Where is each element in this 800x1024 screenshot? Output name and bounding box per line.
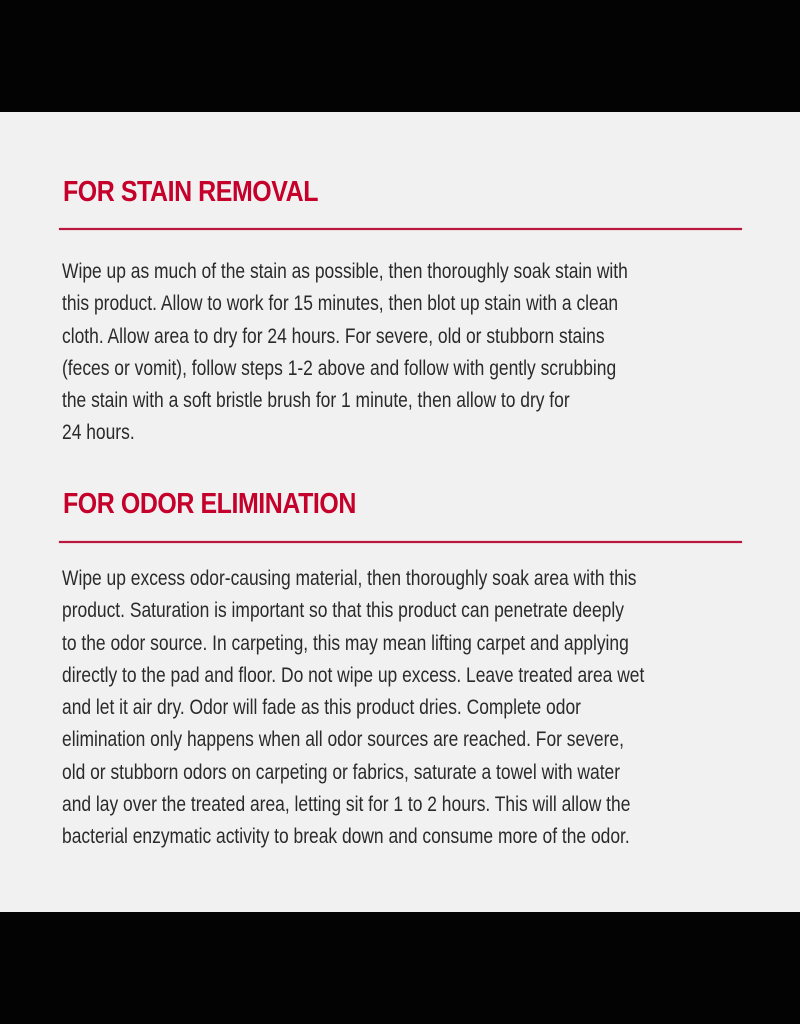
text-line: old or stubborn odors on carpeting or fabrics, saturate a towel with water <box>62 760 621 784</box>
text-line: the stain with a soft bristle brush for 1 minute, then allow to dry for <box>62 389 570 413</box>
text-line: and let it air dry. Odor will fade as this product dries. Complete odor <box>62 696 581 720</box>
text-line: and lay over the treated area, letting sit for 1 to 2 hours. This will allow the <box>62 793 631 817</box>
text-line: product. Saturation is important so that this product can penetrate deeply <box>62 599 624 623</box>
instructions-panel <box>0 112 800 912</box>
text-line: cloth. Allow area to dry for 24 hours. For severe, old or stubborn stains <box>62 324 605 348</box>
odor-elimination-instructions <box>62 563 644 854</box>
text-line: (feces or vomit), follow steps 1-2 above and follow with gently scrubbing <box>62 356 617 380</box>
text-line: Wipe up excess odor-causing material, then thoroughly soak area with this <box>62 567 637 590</box>
text-line: bacterial enzymatic activity to break down and consume more of the odor. <box>62 825 630 849</box>
text-line: to the odor source. In carpeting, this may mean lifting carpet and applying <box>62 631 629 655</box>
stain-removal-heading: FOR STAIN REMOVAL <box>63 176 319 208</box>
text-line: elimination only happens when all odor sources are reached. For severe, <box>62 728 624 752</box>
text-line: 24 hours. <box>62 421 135 445</box>
odor-elimination-heading: FOR ODOR ELIMINATION <box>63 488 356 520</box>
text-line: directly to the pad and floor. Do not wipe up excess. Leave treated area wet <box>62 663 645 687</box>
stain-removal-instructions <box>62 256 628 450</box>
text-line: this product. Allow to work for 15 minutes, then blot up stain with a clean <box>62 292 619 316</box>
letterbox-top <box>0 0 800 112</box>
text-line: Wipe up as much of the stain as possible, then thoroughly soak stain with <box>62 260 628 283</box>
letterbox-bottom <box>0 912 800 1024</box>
stain-removal-divider <box>59 228 742 230</box>
odor-elimination-divider <box>59 541 742 543</box>
